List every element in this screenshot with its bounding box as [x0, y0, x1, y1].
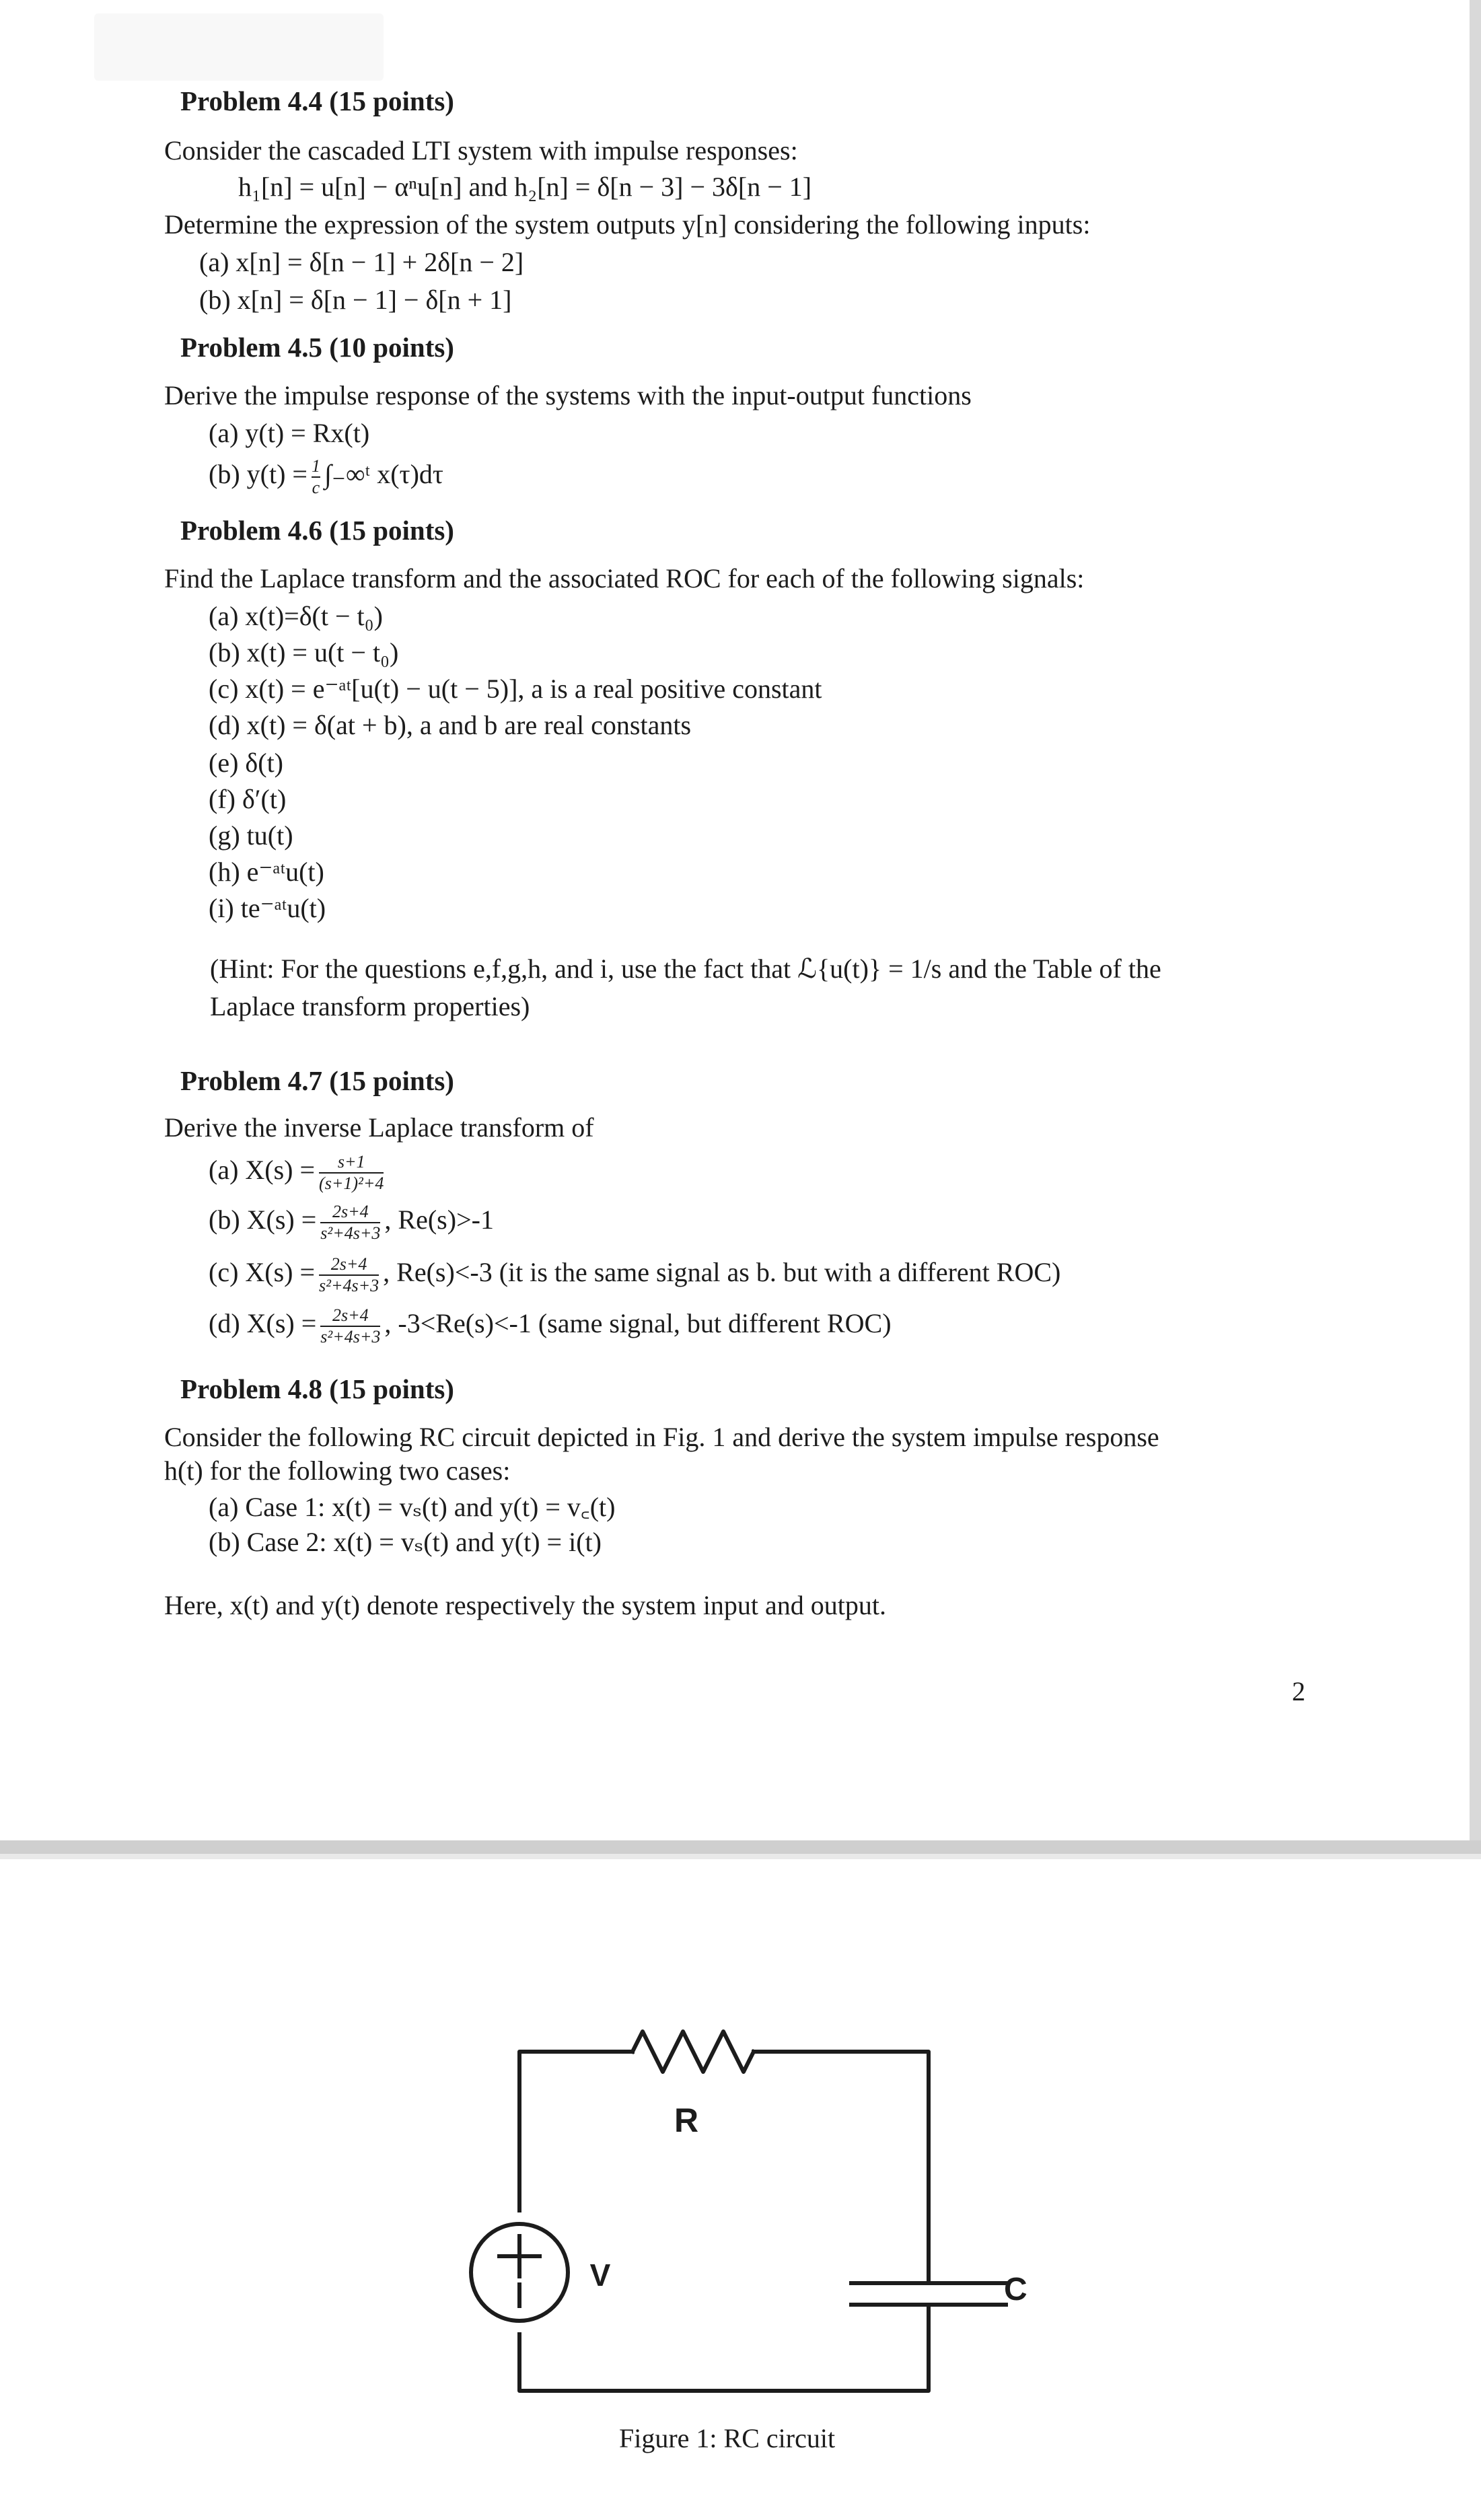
problem-4-5-item-b	[209, 456, 443, 498]
fraction	[320, 1305, 380, 1347]
problem-4-6-item-e: (e) δ(t)	[209, 748, 283, 778]
problem-4-8-intro-line-1: Consider the following RC circuit depicted in Fig. 1 and derive the system impulse response	[164, 1422, 1159, 1452]
problem-4-8-item-a: (a) Case 1: x(t) = vₛ(t) and y(t) = v꜀(t)	[209, 1492, 616, 1522]
problem-4-8-note: Here, x(t) and y(t) denote respectively the system input and output.	[164, 1590, 887, 1620]
problem-4-6-item-d: (d) x(t) = δ(at + b), a and b are real constants	[209, 710, 692, 740]
problem-4-7-item-b	[209, 1202, 494, 1244]
fraction-denominator: (s+1)²+4	[319, 1174, 384, 1193]
fraction-numerator: 2s+4	[330, 1254, 367, 1274]
item-c-label: (c) X(s) =	[209, 1257, 316, 1288]
problem-4-6-hint-line-2: Laplace transform properties)	[210, 991, 530, 1021]
fraction	[319, 1152, 384, 1194]
fraction-denominator: c	[312, 478, 320, 497]
fraction-numerator: s+1	[337, 1152, 365, 1172]
roc-text: , -3<Re(s)<-1 (same signal, but different ROC)	[384, 1308, 892, 1339]
problem-4-6-item-c: (c) x(t) = e⁻ᵃᵗ[u(t) − u(t − 5)], a is a real positive constant	[209, 674, 822, 704]
item-a-label: (a) X(s) =	[209, 1155, 316, 1186]
fraction-denominator: s²+4s+3	[320, 1327, 381, 1346]
roc-text: , Re(s)>-1	[384, 1204, 494, 1235]
rc-circuit-diagram	[0, 1859, 1481, 2520]
problem-4-5-item-a: (a) y(t) = Rx(t)	[209, 418, 370, 448]
problem-4-6-intro: Find the Laplace transform and the associated ROC for each of the following signals:	[164, 563, 1085, 593]
voltage-label: V	[589, 2258, 611, 2293]
integral-expression: ∫₋∞ᵗ x(τ)dτ	[324, 459, 443, 490]
page-number: 2	[1292, 1676, 1305, 1706]
item-b-label: (b) y(t) =	[209, 459, 308, 490]
problem-4-4-item-a: (a) x[n] = δ[n − 1] + 2δ[n − 2]	[199, 247, 524, 277]
problem-4-6-item-i: (i) te⁻ᵃᵗu(t)	[209, 893, 326, 923]
problem-4-6-title: Problem 4.6 (15 points)	[180, 515, 454, 546]
wire-right-bottom	[519, 2305, 929, 2391]
resistor-zigzag	[633, 2031, 754, 2072]
problem-4-7-item-a	[209, 1152, 388, 1194]
problem-4-4-item-b: (b) x[n] = δ[n − 1] − δ[n + 1]	[199, 285, 512, 315]
fraction-denominator: s²+4s+3	[319, 1276, 380, 1295]
page-2	[0, 1859, 1481, 2520]
fraction	[312, 456, 320, 498]
fraction	[320, 1202, 380, 1244]
problem-4-6-item-h: (h) e⁻ᵃᵗu(t)	[209, 857, 324, 887]
problem-4-4-intro: Consider the cascaded LTI system with impulse responses:	[164, 135, 798, 166]
problem-4-5-title: Problem 4.5 (10 points)	[180, 332, 454, 363]
problem-4-8-item-b: (b) Case 2: x(t) = vₛ(t) and y(t) = i(t)	[209, 1527, 602, 1557]
wire-top-left	[519, 2052, 633, 2210]
problem-4-8-intro-line-2: h(t) for the following two cases:	[164, 1455, 511, 1486]
fraction-numerator: 2s+4	[332, 1202, 369, 1221]
problem-4-4-responses: h₁[n] = u[n] − αⁿu[n] and h₂[n] = δ[n − 3] − 3δ[n − 1]	[238, 172, 812, 202]
problem-4-6-item-g: (g) tu(t)	[209, 820, 293, 851]
figure-caption: Figure 1: RC circuit	[619, 2423, 836, 2453]
problem-4-6-item-b: (b) x(t) = u(t − t₀)	[209, 637, 399, 668]
resistor-label: R	[674, 2101, 699, 2139]
problem-4-5-intro: Derive the impulse response of the systems with the input-output functions	[164, 380, 972, 410]
problem-4-4-title: Problem 4.4 (15 points)	[180, 85, 454, 116]
fraction-denominator: s²+4s+3	[320, 1223, 381, 1243]
capacitor-label: C	[1004, 2272, 1027, 2307]
item-b-label: (b) X(s) =	[209, 1204, 317, 1235]
problem-4-7-item-d	[209, 1305, 892, 1347]
wire-top-right	[754, 2052, 929, 2283]
item-d-label: (d) X(s) =	[209, 1308, 317, 1339]
fraction-numerator: 2s+4	[332, 1305, 369, 1325]
problem-4-4-task: Determine the expression of the system outputs y[n] considering the following inputs:	[164, 209, 1091, 240]
problem-4-7-item-c	[209, 1254, 1060, 1296]
faded-header-mark	[94, 13, 384, 81]
problem-4-6-item-f: (f) δ′(t)	[209, 784, 287, 814]
fraction-numerator: 1	[311, 456, 320, 476]
right-scroll-edge	[1470, 0, 1481, 1840]
page-separator	[0, 1840, 1481, 1854]
page-separator-shadow	[0, 1854, 1481, 1859]
problem-4-6-hint-line-1: (Hint: For the questions e,f,g,h, and i, use the fact that ℒ{u(t)} = 1/s and the Table of the	[210, 953, 1161, 984]
problem-4-7-intro: Derive the inverse Laplace transform of	[164, 1112, 594, 1143]
problem-4-8-title: Problem 4.8 (15 points)	[180, 1373, 454, 1404]
problem-4-7-title: Problem 4.7 (15 points)	[180, 1065, 454, 1096]
roc-text: , Re(s)<-3 (it is the same signal as b. but with a different ROC)	[383, 1257, 1061, 1288]
problem-4-6-item-a: (a) x(t)=δ(t − t₀)	[209, 601, 383, 631]
fraction	[319, 1254, 379, 1296]
